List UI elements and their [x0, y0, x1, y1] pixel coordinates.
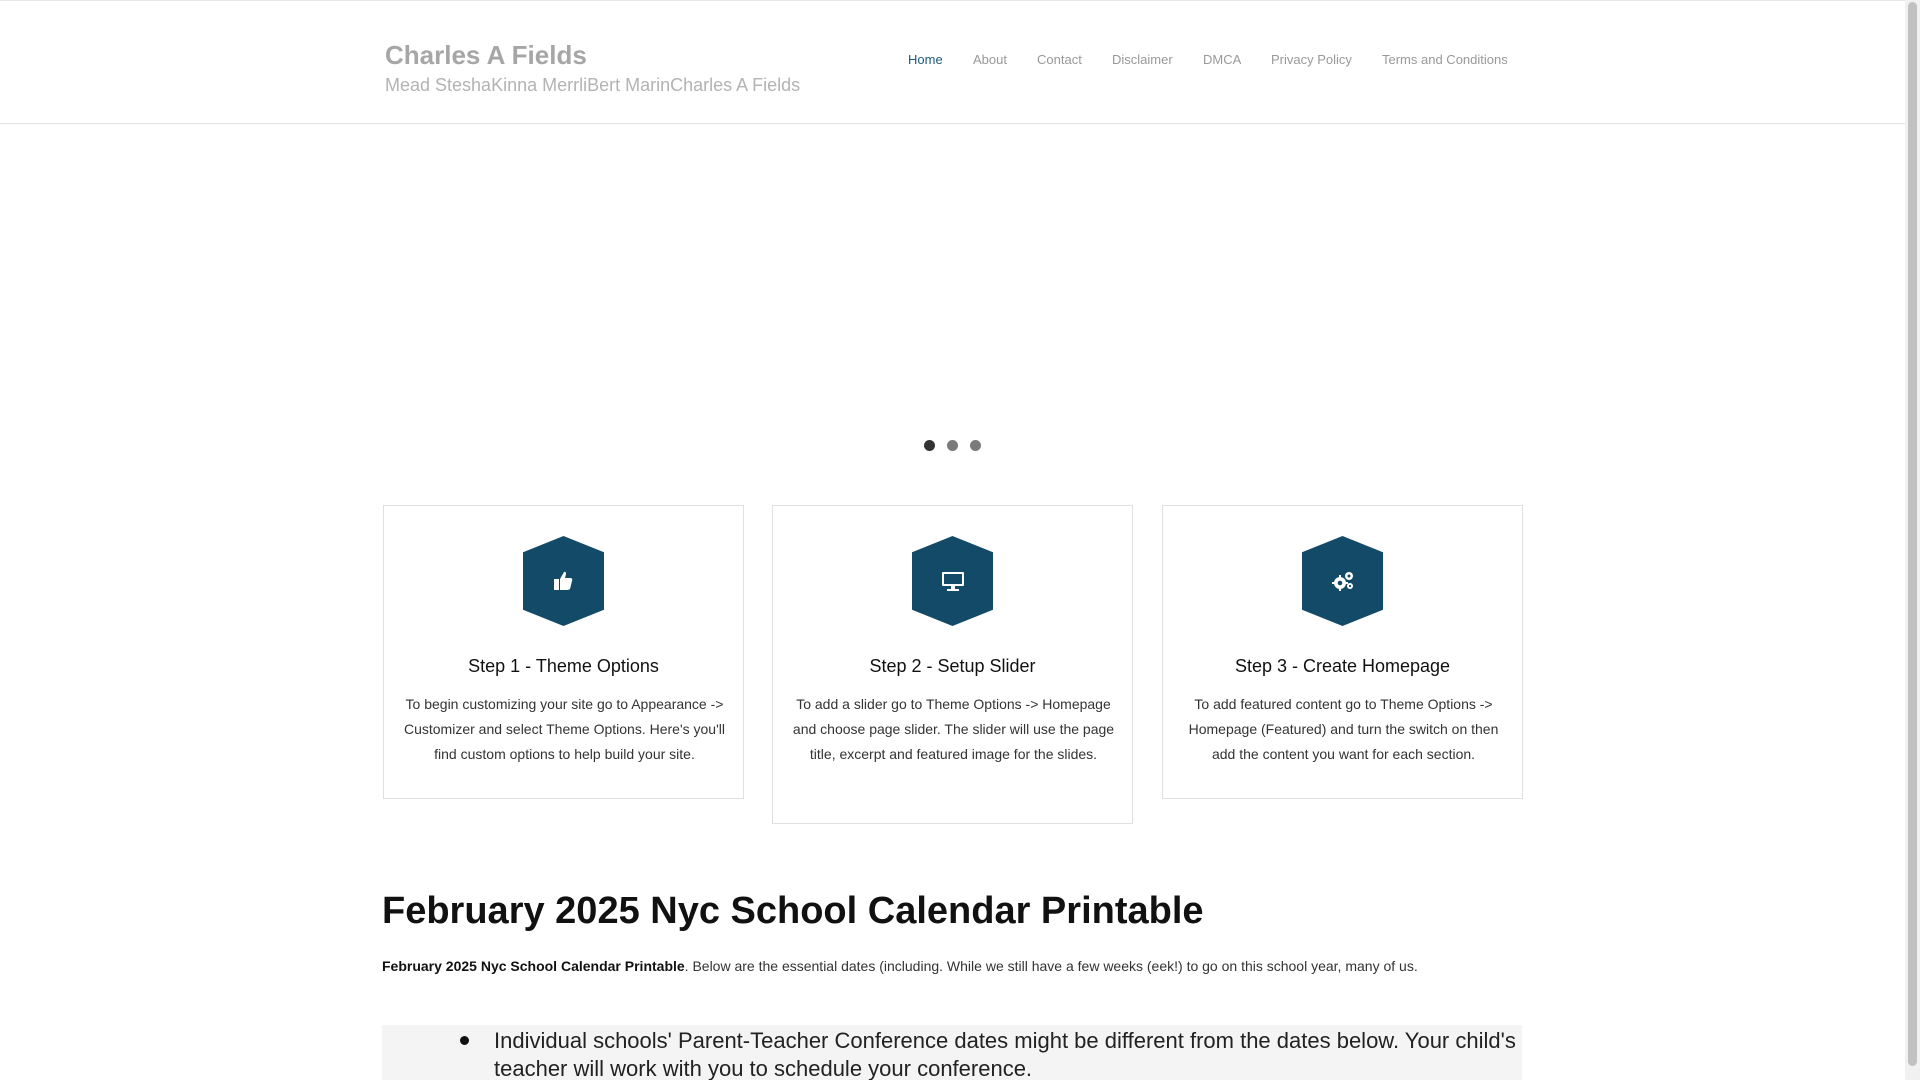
slider-dot-3[interactable]	[970, 440, 981, 451]
hero-slider	[0, 124, 1905, 464]
post-excerpt-bold: February 2025 Nyc School Calendar Printable	[382, 958, 685, 974]
bullet-icon	[460, 1036, 469, 1045]
post-excerpt-text: . Below are the essential dates (including. While we still have a few weeks (eek!) to go on this school year, many of us.	[684, 958, 1418, 974]
nav-dmca[interactable]: DMCA	[1203, 52, 1242, 67]
nav-disclaimer[interactable]: Disclaimer	[1112, 52, 1173, 67]
image-text-line-1: Individual schools' Parent-Teacher Conference dates might be different from the dates below. Your child's	[494, 1028, 1516, 1053]
feature-text: To add featured content go to Theme Options -> Homepage (Featured) and turn the switch on then add the content you want for each section.	[1188, 696, 1499, 762]
nav-about[interactable]: About	[973, 52, 1007, 67]
feature-card-1	[383, 505, 744, 799]
nav-privacy-policy[interactable]: Privacy Policy	[1271, 52, 1352, 67]
post-excerpt	[382, 956, 1418, 976]
nav-home[interactable]: Home	[908, 52, 943, 67]
site-tagline: Mead SteshaKinna MerrliBert MarinCharles A Fields	[385, 75, 801, 95]
feature-title: Step 2 - Setup Slider	[869, 656, 1036, 676]
slider-dot-2[interactable]	[947, 440, 958, 451]
feature-hexagon	[912, 536, 993, 626]
feature-card-2	[772, 505, 1133, 824]
site-title[interactable]: Charles A Fields	[385, 40, 587, 70]
page-scrollbar[interactable]	[1905, 0, 1920, 1080]
feature-hexagon	[1302, 536, 1383, 626]
desktop-icon	[941, 570, 965, 592]
main-navigation	[0, 52, 1905, 72]
feature-text: To add a slider go to Theme Options -> Homepage and choose page slider. The slider will use the page title, excerpt and featured image for the slides.	[792, 696, 1115, 762]
feature-title: Step 3 - Create Homepage	[1234, 656, 1451, 676]
feature-text: To begin customizing your site go to Appearance -> Customizer and select Theme Options. Here's you'll find custom options to help build your site.	[403, 696, 725, 762]
feature-title: Step 1 - Theme Options	[468, 656, 659, 676]
thumbs-up-icon	[552, 570, 574, 592]
slider-dot-1[interactable]	[924, 440, 935, 451]
nav-contact[interactable]: Contact	[1037, 52, 1082, 67]
scrollbar-thumb[interactable]	[1908, 2, 1917, 1066]
post-featured-image[interactable]	[382, 1025, 1522, 1080]
nav-terms-and-conditions[interactable]: Terms and Conditions	[1382, 52, 1508, 67]
post-title[interactable]: February 2025 Nyc School Calendar Printable	[382, 890, 1204, 932]
feature-hexagon	[523, 536, 604, 626]
gears-icon	[1331, 570, 1355, 592]
feature-card-3	[1162, 505, 1523, 799]
slider-pagination	[0, 440, 1905, 452]
image-text-line-2: teacher will work with you to schedule your conference.	[494, 1056, 1033, 1080]
